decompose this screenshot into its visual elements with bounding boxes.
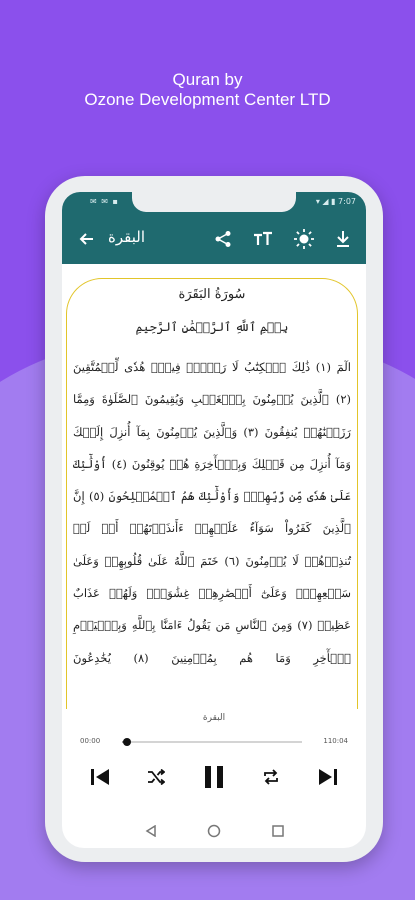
- time-total: 110:04: [323, 737, 348, 745]
- pause-icon[interactable]: [200, 764, 228, 790]
- seek-bar[interactable]: [122, 741, 302, 743]
- camera-notch: [132, 192, 296, 212]
- brightness-icon[interactable]: [291, 226, 317, 252]
- bismillah: بِسۡمِ ٱللَّهِ ٱلرَّحۡمَٰنِ ٱلرَّحِيمِ: [135, 320, 289, 334]
- app-bar: [62, 214, 366, 264]
- status-right: ▾ ◢ ▮ 7:07: [315, 197, 356, 206]
- page-title: البقرة: [108, 228, 145, 246]
- time-elapsed: 00:00: [80, 737, 101, 745]
- shuffle-icon[interactable]: [144, 764, 168, 790]
- skip-previous-icon[interactable]: [88, 764, 112, 790]
- nav-home-icon[interactable]: [205, 822, 223, 840]
- skip-next-icon[interactable]: [316, 764, 340, 790]
- phone-screen: [62, 192, 366, 848]
- text-size-icon[interactable]: [250, 226, 276, 252]
- download-icon[interactable]: [330, 226, 356, 252]
- quran-page-frame: [66, 278, 358, 709]
- headline-line2: Ozone Development Center LTD: [84, 90, 331, 109]
- verses-text: الٓمٓ (١) ذَٰلِكَ ٱلۡكِتَٰبُ لَا رَيۡبَۛ فِيهِۛ هُدٗى لِّلۡمُتَّقِينَ (٢) ٱلَّذِينَ يُؤۡمِنُونَ بِٱلۡغَيۡبِ وَيُقِيمُونَ ٱلصَّلَوٰةَ وَمِمَّا رَزَقۡنَٰهُمۡ يُنفِقُونَ (٣) وَٱلَّذِينَ يُؤۡمِنُونَ بِمَآ أُنزِلَ إِلَيۡكَ وَمَآ أُنزِلَ مِن قَبۡلِكَ وَبِٱلۡأٓخِرَةِ هُمۡ يُوقِنُونَ (٤) أُوْلَٰٓئِكَ عَلَىٰ هُدٗى مِّن رَّبِّهِمۡۖ وَأُوْلَٰٓئِكَ هُمُ ٱلۡمُفۡلِحُونَ (٥) إِنَّ ٱلَّذِينَ كَفَرُواْ سَوَآءٌ عَلَيۡهِمۡ ءَأَنذَرۡتَهُمۡ أَمۡ لَمۡ تُنذِرۡهُمۡ لَا يُؤۡمِنُونَ (٦) خَتَمَ ٱللَّهُ عَلَىٰ قُلُوبِهِمۡ وَعَلَىٰ سَمۡعِهِمۡۖ وَعَلَىٰٓ أَبۡصَٰرِهِمۡ غِشَٰوَةٞۖ وَلَهُمۡ عَذَابٌ عَظِيمٞ (٧) وَمِنَ ٱلنَّاسِ مَن يَقُولُ ءَامَنَّا بِٱللَّهِ وَبِٱلۡيَوۡمِ ٱلۡأٓخِرِ وَمَا هُم بِمُؤۡمِنِينَ (٨) يُخَٰدِعُونَ: [73, 360, 351, 665]
- seek-knob[interactable]: [123, 738, 131, 746]
- system-nav-bar: [62, 814, 366, 846]
- back-arrow-icon[interactable]: [74, 226, 100, 252]
- notification-icons: ✉ ✉ ▪: [90, 197, 119, 206]
- headline: [0, 70, 415, 110]
- repeat-icon[interactable]: [259, 764, 283, 790]
- now-playing-title: البقرة: [202, 713, 226, 723]
- headline-line1: Quran by: [172, 70, 243, 89]
- surah-title: سُورَةُ البَقَرَة: [178, 287, 246, 302]
- nav-back-icon[interactable]: [142, 822, 160, 840]
- nav-recents-icon[interactable]: [269, 822, 287, 840]
- share-icon[interactable]: [210, 226, 236, 252]
